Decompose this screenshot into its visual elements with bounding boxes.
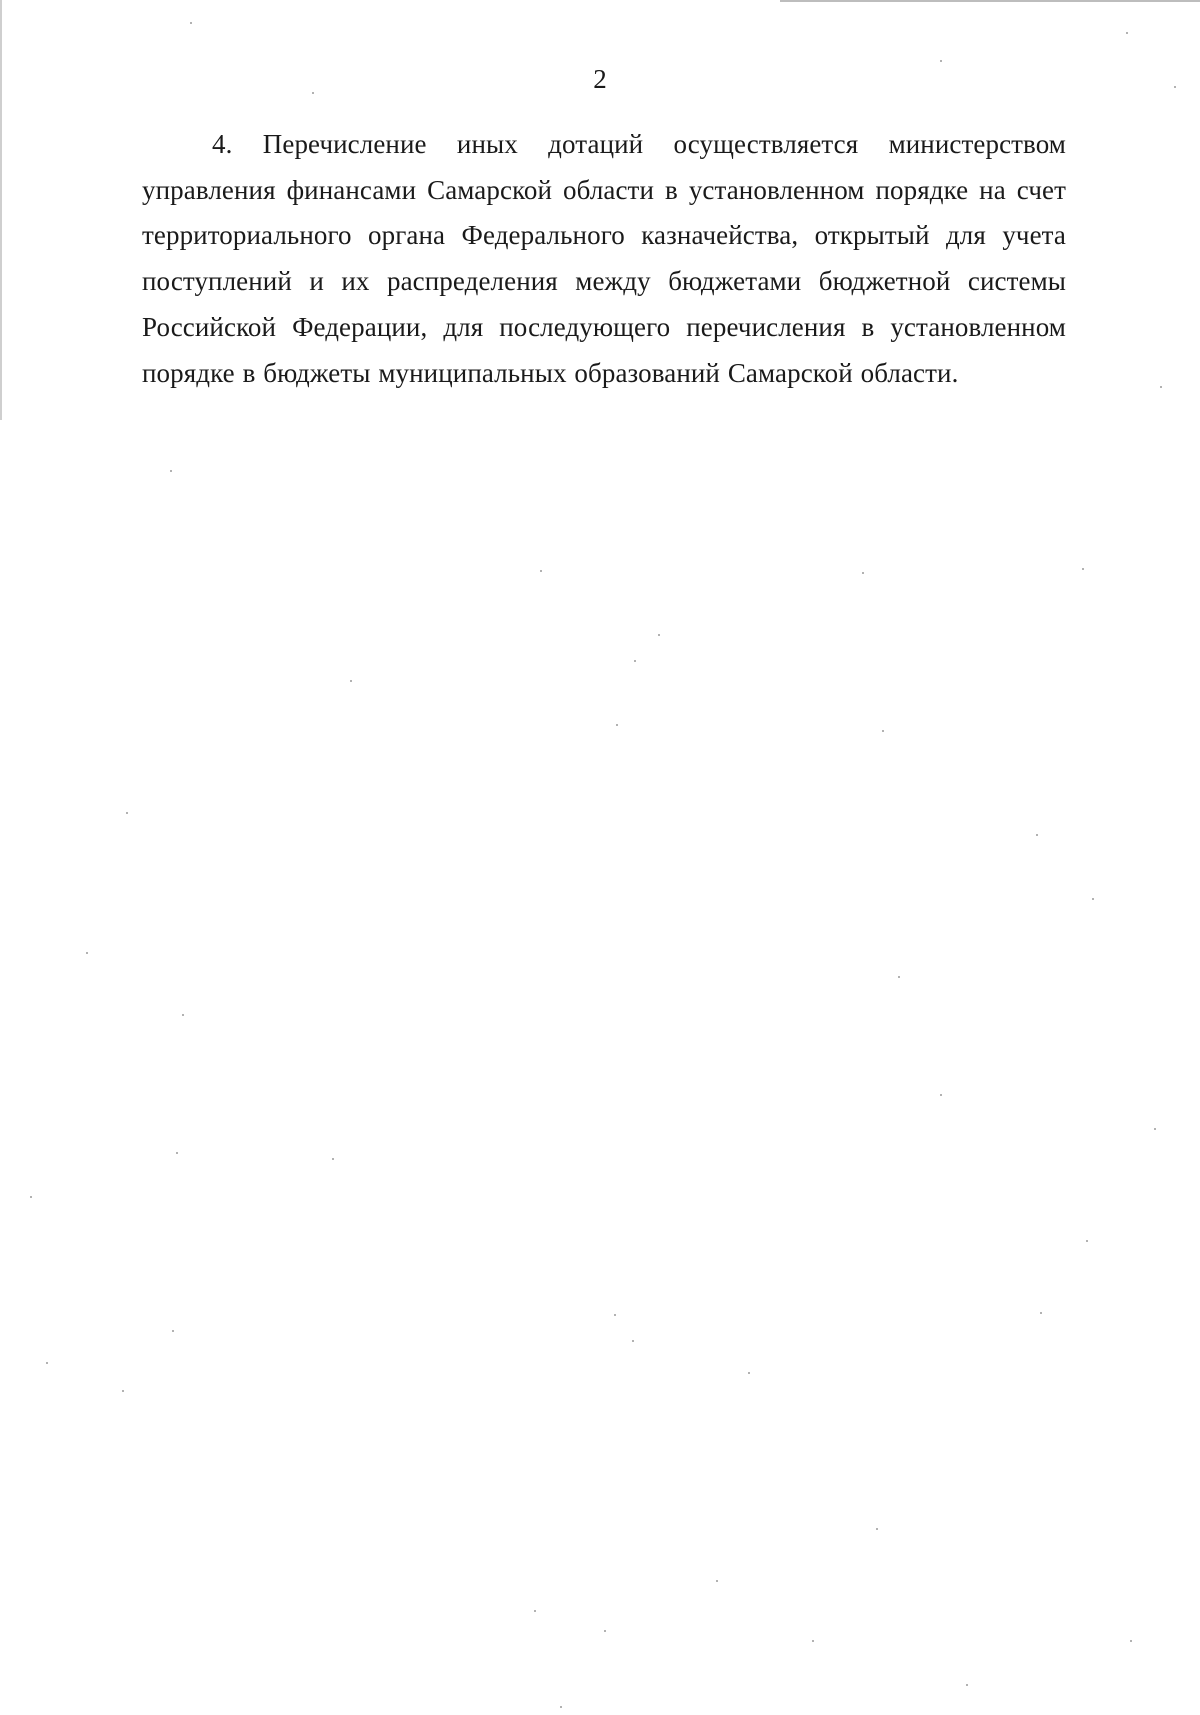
- paragraph-4: 4. Перечисление иных дотаций осуществляется министерством управления финансами Самарской области в установленном порядке на счет территориального органа Федерального казначейства, открытый для учета поступлений и их распределения между бюджетами бюджетной системы Российской Федерации, для последующего перечисления в установленном порядке в бюджеты муниципальных образований Самарской области.: [142, 129, 1066, 388]
- scan-left-edge: [0, 0, 2, 420]
- page-number: 2: [593, 64, 607, 94]
- scan-top-edge: [780, 0, 1200, 2]
